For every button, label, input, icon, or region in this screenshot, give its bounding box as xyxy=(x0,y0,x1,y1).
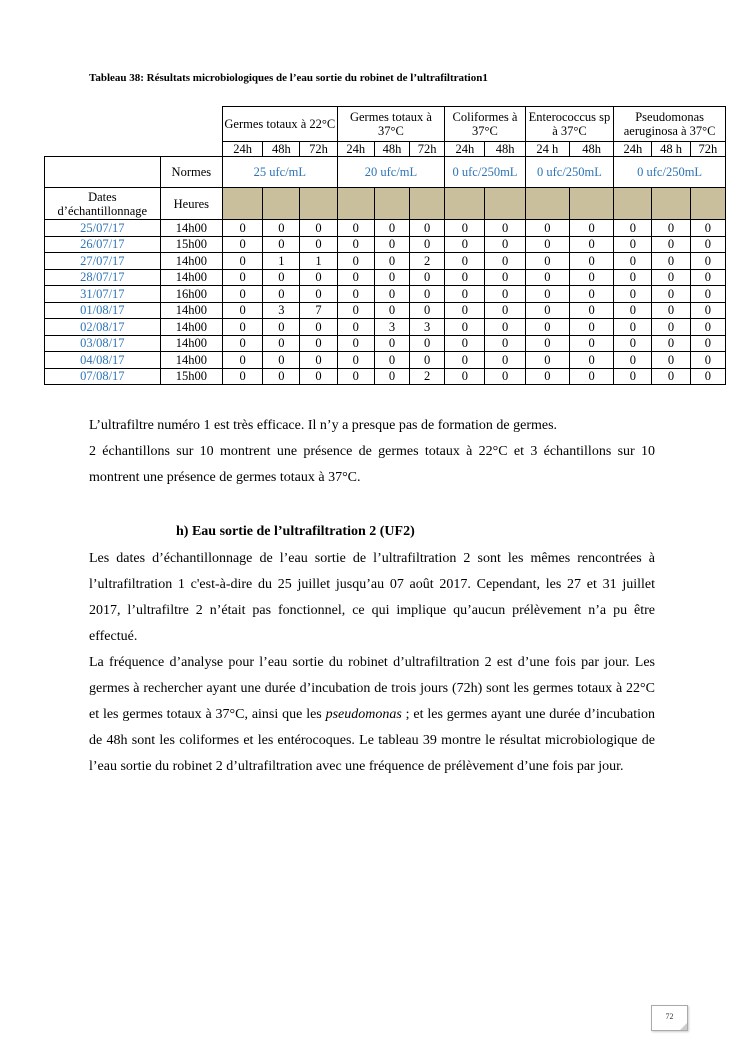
value-cell: 0 xyxy=(652,220,690,237)
label-row xyxy=(45,188,726,220)
value-cell: 0 xyxy=(445,352,485,369)
value-cell: 0 xyxy=(485,319,525,336)
value-cell: 0 xyxy=(300,269,337,286)
value-cell: 0 xyxy=(614,352,652,369)
value-cell: 2 xyxy=(410,253,445,270)
value-cell: 0 xyxy=(525,335,569,352)
value-cell: 0 xyxy=(614,286,652,303)
value-cell: 0 xyxy=(690,236,725,253)
value-cell: 0 xyxy=(410,236,445,253)
heures-label: Heures xyxy=(160,188,222,220)
time-header: 48h xyxy=(374,142,409,157)
value-cell: 0 xyxy=(374,236,409,253)
hour-cell: 15h00 xyxy=(160,236,222,253)
paragraph-1-line-2: 2 échantillons sur 10 montrent une présence de germes totaux à 22°C et 3 échantillons sur 10 montrent une présence de germes totaux à 37°C. xyxy=(89,444,655,485)
value-cell: 0 xyxy=(263,286,300,303)
time-header: 72h xyxy=(300,142,337,157)
value-cell: 0 xyxy=(690,253,725,270)
value-cell: 0 xyxy=(410,335,445,352)
results-table xyxy=(44,106,726,385)
value-cell: 0 xyxy=(485,335,525,352)
value-cell: 0 xyxy=(525,352,569,369)
value-cell: 0 xyxy=(485,220,525,237)
date-cell: 27/07/17 xyxy=(45,253,161,270)
value-cell: 0 xyxy=(263,220,300,237)
table-caption: Tableau 38: Résultats microbiologiques de l’eau sortie du robinet de l’ultrafiltration1 xyxy=(89,72,488,84)
date-cell: 25/07/17 xyxy=(45,220,161,237)
value-cell: 0 xyxy=(614,335,652,352)
value-cell: 0 xyxy=(374,302,409,319)
value-cell: 0 xyxy=(223,352,263,369)
value-cell: 0 xyxy=(223,236,263,253)
table-row xyxy=(45,269,726,286)
value-cell: 0 xyxy=(223,220,263,237)
value-cell: 0 xyxy=(690,335,725,352)
value-cell: 0 xyxy=(300,335,337,352)
value-cell: 0 xyxy=(690,286,725,303)
value-cell: 0 xyxy=(263,319,300,336)
table-row xyxy=(45,319,726,336)
paragraph-3 xyxy=(89,650,655,780)
value-cell: 0 xyxy=(300,286,337,303)
value-cell: 0 xyxy=(652,352,690,369)
date-cell: 01/08/17 xyxy=(45,302,161,319)
hour-cell: 14h00 xyxy=(160,220,222,237)
value-cell: 0 xyxy=(690,302,725,319)
value-cell: 0 xyxy=(569,352,613,369)
value-cell: 0 xyxy=(445,236,485,253)
value-cell: 0 xyxy=(337,352,374,369)
value-cell: 0 xyxy=(485,302,525,319)
time-header: 24h xyxy=(223,142,263,157)
value-cell: 0 xyxy=(337,335,374,352)
value-cell: 0 xyxy=(223,253,263,270)
value-cell: 0 xyxy=(485,368,525,385)
value-cell: 0 xyxy=(374,368,409,385)
value-cell: 2 xyxy=(410,368,445,385)
time-header: 72h xyxy=(410,142,445,157)
group-header: Enterococcus sp à 37°C xyxy=(525,107,614,142)
value-cell: 0 xyxy=(614,368,652,385)
value-cell: 0 xyxy=(614,302,652,319)
value-cell: 0 xyxy=(445,319,485,336)
value-cell: 0 xyxy=(525,236,569,253)
paragraph-3-part-1: La fréquence d’analyse pour l’eau sortie du robinet d’ultrafiltration 2 est d’une fois par jour. Les germes à rechercher ayant une durée d’incubation de trois jours (72h) sont les germes totaux à 22°C et les germes totaux à 37°C, ainsi que les xyxy=(89,655,655,722)
value-cell: 0 xyxy=(652,368,690,385)
group-header-row xyxy=(45,107,726,142)
value-cell: 0 xyxy=(485,286,525,303)
value-cell: 0 xyxy=(525,302,569,319)
value-cell: 0 xyxy=(569,319,613,336)
value-cell: 0 xyxy=(525,269,569,286)
table-row xyxy=(45,302,726,319)
page-curl-icon xyxy=(680,1023,687,1030)
value-cell: 0 xyxy=(569,302,613,319)
value-cell: 0 xyxy=(690,220,725,237)
norme-value: 20 ufc/mL xyxy=(337,157,445,188)
normes-row xyxy=(45,157,726,188)
value-cell: 0 xyxy=(410,220,445,237)
value-cell: 0 xyxy=(263,368,300,385)
group-header: Germes totaux à 22°C xyxy=(223,107,338,142)
value-cell: 0 xyxy=(223,269,263,286)
value-cell: 0 xyxy=(374,220,409,237)
value-cell: 0 xyxy=(652,319,690,336)
value-cell: 0 xyxy=(652,253,690,270)
value-cell: 0 xyxy=(569,236,613,253)
value-cell: 0 xyxy=(337,319,374,336)
value-cell: 0 xyxy=(223,286,263,303)
value-cell: 0 xyxy=(263,352,300,369)
value-cell: 0 xyxy=(337,302,374,319)
norme-value: 25 ufc/mL xyxy=(223,157,338,188)
table-row xyxy=(45,335,726,352)
value-cell: 0 xyxy=(690,319,725,336)
pseudomonas-italic: pseudomonas xyxy=(325,707,402,722)
value-cell: 0 xyxy=(445,302,485,319)
time-header: 48h xyxy=(569,142,613,157)
value-cell: 0 xyxy=(337,236,374,253)
value-cell: 0 xyxy=(223,368,263,385)
value-cell: 3 xyxy=(410,319,445,336)
value-cell: 0 xyxy=(614,319,652,336)
date-cell: 26/07/17 xyxy=(45,236,161,253)
paragraph-1-line-1: L’ultrafiltre numéro 1 est très efficace. Il n’y a presque pas de formation de germes. xyxy=(89,418,558,433)
value-cell: 0 xyxy=(485,269,525,286)
value-cell: 0 xyxy=(223,335,263,352)
time-header: 48 h xyxy=(652,142,690,157)
value-cell: 0 xyxy=(525,253,569,270)
value-cell: 0 xyxy=(445,286,485,303)
norme-value: 0 ufc/250mL xyxy=(614,157,726,188)
page-number-label: 72 xyxy=(665,1012,674,1021)
group-header: Pseudomonas aeruginosa à 37°C xyxy=(614,107,726,142)
value-cell: 1 xyxy=(263,253,300,270)
value-cell: 0 xyxy=(614,220,652,237)
value-cell: 0 xyxy=(337,269,374,286)
value-cell: 0 xyxy=(445,269,485,286)
section-heading: h) Eau sortie de l’ultrafiltration 2 (UF2) xyxy=(176,524,415,539)
value-cell: 0 xyxy=(445,220,485,237)
value-cell: 0 xyxy=(485,236,525,253)
value-cell: 0 xyxy=(263,269,300,286)
hour-cell: 14h00 xyxy=(160,302,222,319)
hour-cell: 14h00 xyxy=(160,335,222,352)
date-cell: 02/08/17 xyxy=(45,319,161,336)
value-cell: 0 xyxy=(569,269,613,286)
hour-cell: 14h00 xyxy=(160,269,222,286)
time-header: 24 h xyxy=(525,142,569,157)
value-cell: 0 xyxy=(263,236,300,253)
value-cell: 0 xyxy=(445,335,485,352)
date-cell: 04/08/17 xyxy=(45,352,161,369)
value-cell: 0 xyxy=(525,368,569,385)
value-cell: 0 xyxy=(300,319,337,336)
hour-cell: 14h00 xyxy=(160,253,222,270)
value-cell: 0 xyxy=(300,220,337,237)
value-cell: 0 xyxy=(652,236,690,253)
value-cell: 3 xyxy=(374,319,409,336)
time-header: 48h xyxy=(263,142,300,157)
hour-cell: 14h00 xyxy=(160,319,222,336)
value-cell: 0 xyxy=(337,253,374,270)
value-cell: 0 xyxy=(690,269,725,286)
value-cell: 0 xyxy=(300,236,337,253)
table-row xyxy=(45,236,726,253)
value-cell: 0 xyxy=(690,352,725,369)
table-row xyxy=(45,368,726,385)
value-cell: 0 xyxy=(410,302,445,319)
value-cell: 0 xyxy=(569,368,613,385)
value-cell: 0 xyxy=(569,335,613,352)
time-header-row xyxy=(45,142,726,157)
value-cell: 0 xyxy=(337,368,374,385)
paragraph-3-part-2: ; et les germes ayant une durée d’incubation de 48h sont les coliformes et les entérocoques. Le tableau 39 montre le résultat microbiologique de l’eau sortie du robinet 2 d’ultrafiltration avec une fréquence de prélèvement d’une fois par jour. xyxy=(89,707,655,774)
value-cell: 0 xyxy=(485,253,525,270)
paragraph-2: Les dates d’échantillonnage de l’eau sortie de l’ultrafiltration 2 sont les mêmes rencontrées à l’ultrafiltration 1 c'est-à-dire du 25 juillet jusqu’au 07 août 2017. Cependant, les 27 et 31 juillet 2017, l’ultrafiltre 2 n’était pas fonctionnel, ce qui implique qu’aucun prélèvement n’a pu être effectué. xyxy=(89,551,655,644)
hour-cell: 15h00 xyxy=(160,368,222,385)
date-cell: 03/08/17 xyxy=(45,335,161,352)
time-header: 24h xyxy=(337,142,374,157)
value-cell: 0 xyxy=(525,319,569,336)
date-cell: 31/07/17 xyxy=(45,286,161,303)
norme-value: 0 ufc/250mL xyxy=(445,157,525,188)
hour-cell: 14h00 xyxy=(160,352,222,369)
date-cell: 07/08/17 xyxy=(45,368,161,385)
value-cell: 0 xyxy=(374,253,409,270)
paragraph-1 xyxy=(89,413,655,491)
value-cell: 0 xyxy=(614,236,652,253)
value-cell: 1 xyxy=(300,253,337,270)
time-header: 24h xyxy=(445,142,485,157)
value-cell: 0 xyxy=(569,286,613,303)
value-cell: 0 xyxy=(223,302,263,319)
value-cell: 0 xyxy=(410,269,445,286)
value-cell: 0 xyxy=(337,286,374,303)
table-row xyxy=(45,286,726,303)
dates-label: Dates d’échantillonnage xyxy=(45,188,161,220)
value-cell: 0 xyxy=(337,220,374,237)
value-cell: 0 xyxy=(374,286,409,303)
value-cell: 3 xyxy=(263,302,300,319)
value-cell: 0 xyxy=(525,286,569,303)
value-cell: 0 xyxy=(690,368,725,385)
norme-value: 0 ufc/250mL xyxy=(525,157,614,188)
value-cell: 0 xyxy=(652,286,690,303)
hour-cell: 16h00 xyxy=(160,286,222,303)
group-header: Germes totaux à 37°C xyxy=(337,107,445,142)
value-cell: 0 xyxy=(614,269,652,286)
normes-label: Normes xyxy=(160,157,222,188)
table-row xyxy=(45,253,726,270)
value-cell: 0 xyxy=(263,335,300,352)
value-cell: 0 xyxy=(410,286,445,303)
value-cell: 0 xyxy=(652,302,690,319)
value-cell: 0 xyxy=(300,368,337,385)
value-cell: 0 xyxy=(300,352,337,369)
group-header: Coliformes à 37°C xyxy=(445,107,525,142)
value-cell: 0 xyxy=(445,368,485,385)
value-cell: 0 xyxy=(374,269,409,286)
value-cell: 0 xyxy=(569,253,613,270)
value-cell: 0 xyxy=(374,335,409,352)
table-row xyxy=(45,220,726,237)
value-cell: 0 xyxy=(223,319,263,336)
time-header: 48h xyxy=(485,142,525,157)
value-cell: 0 xyxy=(445,253,485,270)
value-cell: 0 xyxy=(374,352,409,369)
value-cell: 0 xyxy=(410,352,445,369)
table-row xyxy=(45,352,726,369)
time-header: 72h xyxy=(690,142,725,157)
value-cell: 0 xyxy=(569,220,613,237)
value-cell: 0 xyxy=(614,253,652,270)
time-header: 24h xyxy=(614,142,652,157)
value-cell: 0 xyxy=(485,352,525,369)
page-number xyxy=(651,1005,688,1031)
value-cell: 0 xyxy=(652,335,690,352)
value-cell: 0 xyxy=(525,220,569,237)
value-cell: 7 xyxy=(300,302,337,319)
value-cell: 0 xyxy=(652,269,690,286)
date-cell: 28/07/17 xyxy=(45,269,161,286)
